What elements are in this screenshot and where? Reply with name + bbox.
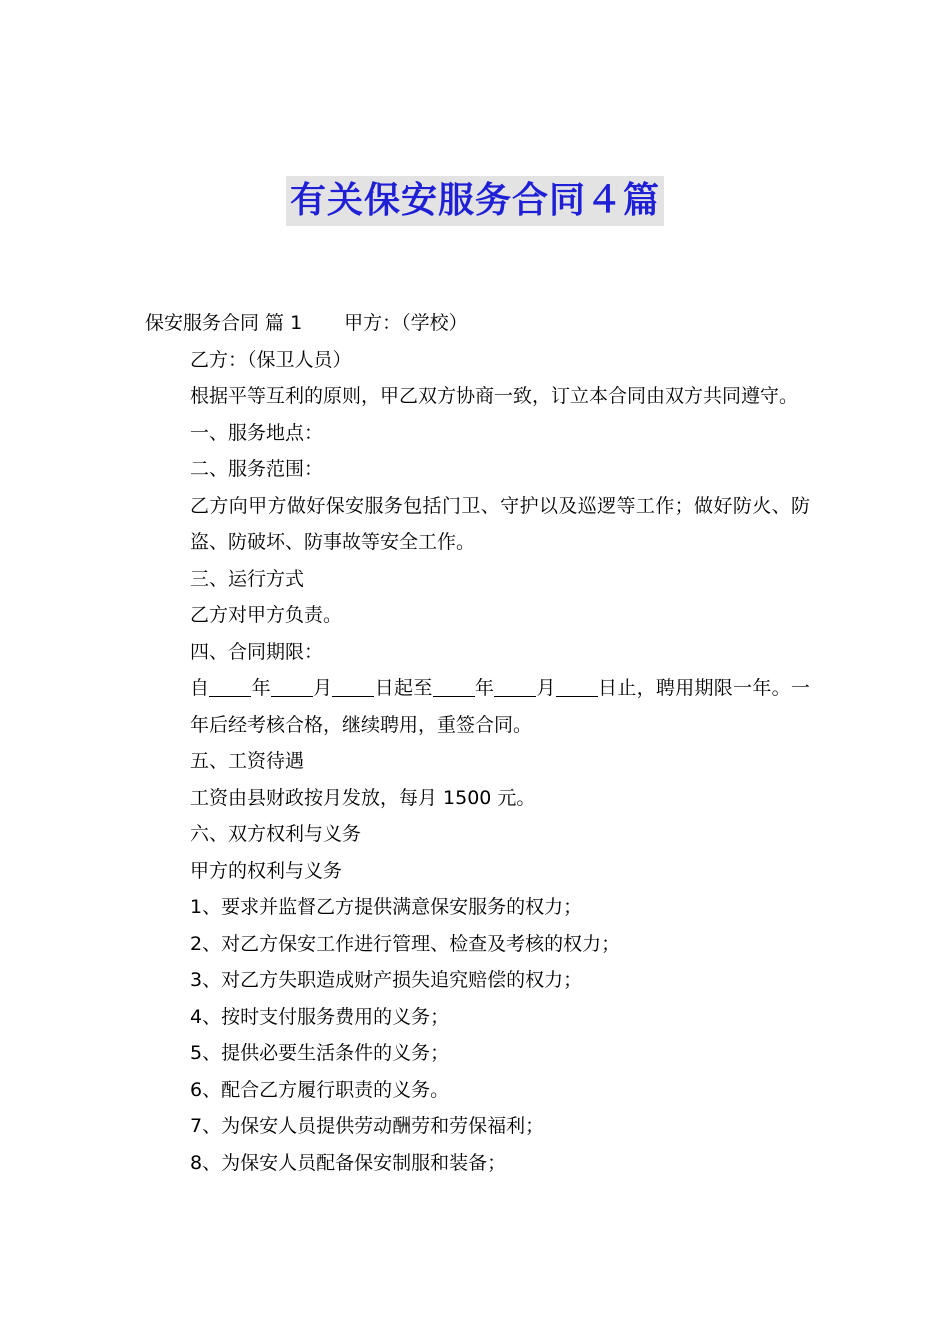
header-line [145,305,810,342]
section-heading-5: 五、工资待遇 [190,750,305,772]
list-item: 4、按时支付服务费用的义务； [190,1005,450,1028]
salary-paragraph: 工资由县财政按月发放，每月 1500 元。 [190,786,536,809]
term-month: 月 [312,677,333,699]
term-month-end: 月 [536,677,556,699]
blank-line [494,677,536,697]
term-day-to: 日起至 [374,677,433,699]
list-item: 1、要求并监督乙方提供满意保安服务的权力； [190,896,583,918]
document-title: 有关保安服务合同４篇 [286,176,664,226]
list-item: 5、提供必要生活条件的义务； [190,1042,450,1064]
intro-paragraph: 根据平等互利的原则，甲乙双方协商一致，订立本合同由双方共同遵守。 [190,385,799,407]
list-item: 8、为保安人员配备保安制服和装备； [190,1151,507,1174]
term-year-end: 年 [474,677,495,699]
term-year: 年 [251,677,271,699]
title-container [0,176,950,226]
list-item: 2、对乙方保安工作进行管理、检查及考核的权力； [190,932,621,955]
section-heading-4: 四、合同期限： [190,640,324,663]
contract-label: 保安服务合同 篇 1 [145,312,303,334]
document-body [145,305,810,1181]
blank-line [271,677,313,697]
blank-line [556,677,598,697]
list-item: 6、配合乙方履行职责的义务。 [190,1078,450,1101]
blank-line [332,677,374,697]
list-item: 7、为保安人员提供劳动酬劳和劳保福利； [190,1115,545,1137]
contract-term-paragraph [145,670,810,743]
term-from: 自 [190,677,210,699]
list-item: 3、对乙方失职造成财产损失追究赔偿的权力； [190,969,583,991]
party-a: 甲方：（学校） [344,312,468,334]
section-heading-3: 三、运行方式 [190,567,305,590]
blank-line [433,677,475,697]
section-heading-1: 一、服务地点： [190,421,324,444]
operation-paragraph: 乙方对甲方负责。 [190,604,343,626]
term-day-end: 日止，聘用期限一年。一年后经考核合格，继续聘用，重签合同。 [190,677,810,736]
party-a-rights-heading: 甲方的权利与义务 [190,859,343,882]
service-scope-paragraph: 乙方向甲方做好保安服务包括门卫、守护以及巡逻等工作；做好防火、防盗、防破坏、防事故等安全工作。 [190,494,810,553]
blank-line [209,677,251,697]
section-heading-2: 二、服务范围： [190,458,324,480]
party-b: 乙方：（保卫人员） [190,348,352,371]
section-heading-6: 六、双方权利与义务 [190,823,362,845]
